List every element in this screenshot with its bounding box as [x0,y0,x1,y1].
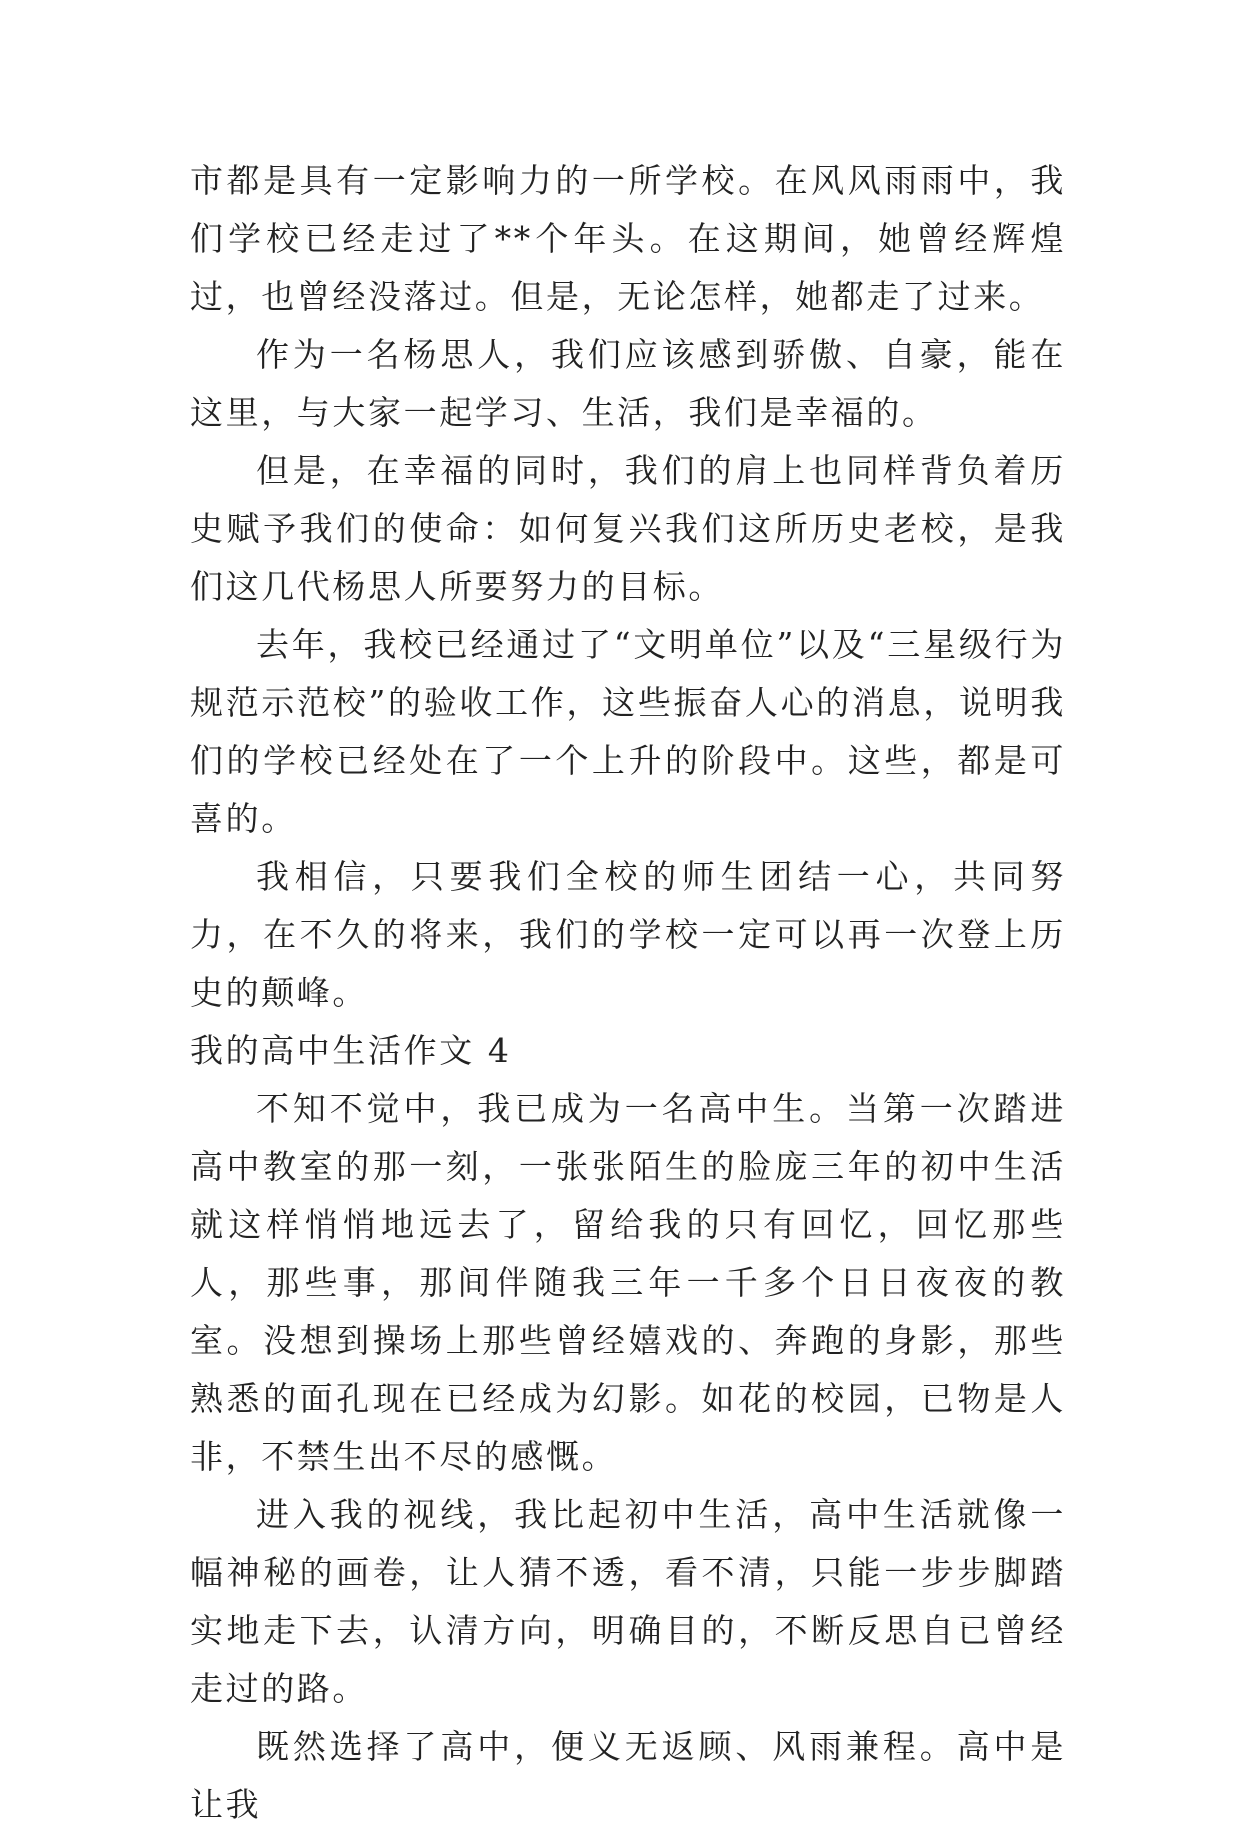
paragraph: 市都是具有一定影响力的一所学校。在风风雨雨中，我们学校已经走过了**个年头。在这期间，她曾经辉煌过，也曾经没落过。但是，无论怎样，她都走了过来。 [190,161,1066,316]
paragraph: 去年，我校已经通过了“文明单位”以及“三星级行为规范示范校”的验收工作，这些振奋人心的消息，说明我们的学校已经处在了一个上升的阶段中。这些，都是可喜的。 [190,625,1066,838]
paragraph: 但是，在幸福的同时，我们的肩上也同样背负着历史赋予我们的使命：如何复兴我们这所历史老校，是我们这几代杨思人所要努力的目标。 [190,451,1066,606]
document-body [190,152,1066,1834]
paragraph: 进入我的视线，我比起初中生活，高中生活就像一幅神秘的画卷，让人猜不透，看不清，只能一步步脚踏实地走下去，认清方向，明确目的，不断反思自已曾经走过的路。 [190,1495,1066,1708]
paragraph: 不知不觉中，我已成为一名高中生。当第一次踏进高中教室的那一刻，一张张陌生的脸庞三年的初中生活就这样悄悄地远去了，留给我的只有回忆，回忆那些人，那些事，那间伴随我三年一千多个日日夜夜的教室。没想到操场上那些曾经嬉戏的、奔跑的身影，那些熟悉的面孔现在已经成为幻影。如花的校园，已物是人非，不禁生出不尽的感慨。 [190,1089,1066,1476]
paragraph: 作为一名杨思人，我们应该感到骄傲、自豪，能在这里，与大家一起学习、生活，我们是幸福的。 [190,335,1066,432]
section-heading: 我的高中生活作文 4 [190,1031,512,1070]
paragraph: 我相信，只要我们全校的师生团结一心，共同努力，在不久的将来，我们的学校一定可以再一次登上历史的颠峰。 [190,857,1066,1012]
paragraph: 既然选择了高中，便义无返顾、风雨兼程。高中是让我 [190,1727,1066,1824]
